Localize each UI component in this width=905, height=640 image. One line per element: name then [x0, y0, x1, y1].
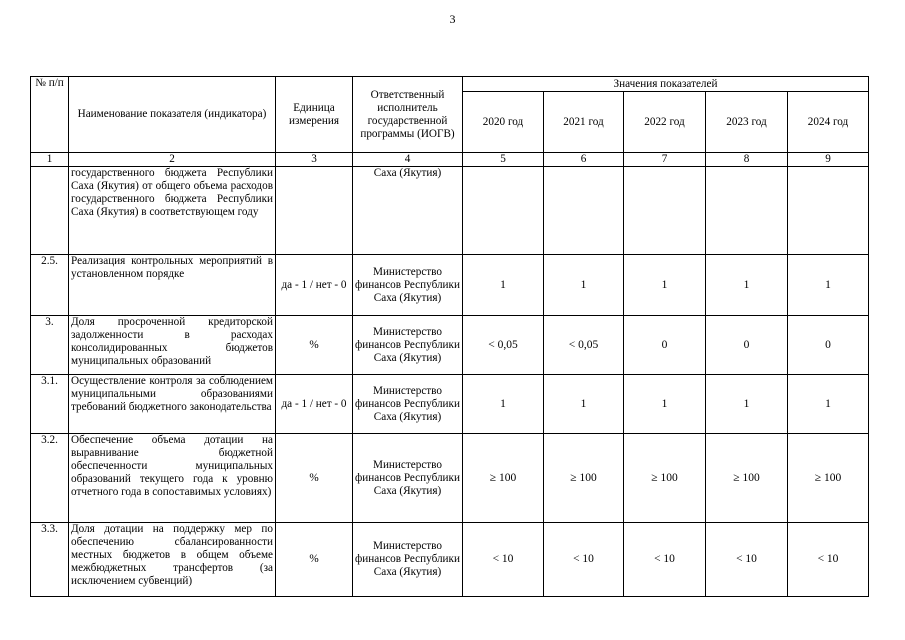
table-row	[31, 434, 869, 523]
row-value: 1	[624, 375, 706, 434]
header-unit: Единица измерения	[276, 77, 353, 153]
column-index: 6	[544, 153, 624, 167]
row-indicator-name: Обеспечение объема дотации на выравнивание бюджетной обеспеченности муниципальных образований текущего года к уровню отчетного года в сопоставимых условиях)	[69, 434, 276, 523]
row-num: 3.3.	[31, 523, 69, 597]
row-unit: да - 1 / нет - 0	[276, 375, 353, 434]
row-value	[624, 167, 706, 255]
row-value: 1	[624, 255, 706, 316]
row-indicator-name: государственного бюджета Республики Саха (Якутия) от общего объема расходов государственного бюджета Республики Саха (Якутия) в соответствующем году	[69, 167, 276, 255]
header-year: 2024 год	[788, 92, 869, 153]
row-indicator-name: Осуществление контроля за соблюдением муниципальными образованиями требований бюджетного законодательства	[69, 375, 276, 434]
column-index-row	[31, 153, 869, 167]
row-value: < 0,05	[544, 316, 624, 375]
header-executor: Ответственный исполнитель государственной программы (ИОГВ)	[353, 77, 463, 153]
table-row	[31, 255, 869, 316]
row-num: 3.1.	[31, 375, 69, 434]
table-row	[31, 375, 869, 434]
header-values-group: Значения показателей	[463, 77, 869, 92]
row-executor: Министерство финансов Республики Саха (Якутия)	[353, 375, 463, 434]
row-num: 3.2.	[31, 434, 69, 523]
header-year: 2022 год	[624, 92, 706, 153]
row-value: < 10	[544, 523, 624, 597]
row-value: 0	[788, 316, 869, 375]
row-unit: %	[276, 523, 353, 597]
row-value: 1	[788, 255, 869, 316]
header-year: 2021 год	[544, 92, 624, 153]
row-value	[544, 167, 624, 255]
row-executor: Министерство финансов Республики Саха (Якутия)	[353, 523, 463, 597]
row-value: < 10	[788, 523, 869, 597]
row-value: 0	[706, 316, 788, 375]
row-executor: Саха (Якутия)	[353, 167, 463, 255]
row-value: 1	[463, 375, 544, 434]
row-value: < 10	[463, 523, 544, 597]
row-executor: Министерство финансов Республики Саха (Якутия)	[353, 434, 463, 523]
row-unit	[276, 167, 353, 255]
row-num: 3.	[31, 316, 69, 375]
header-year: 2023 год	[706, 92, 788, 153]
row-value: < 0,05	[463, 316, 544, 375]
row-indicator-name: Доля просроченной кредиторской задолженности в расходах консолидированных бюджетов муниципальных образований	[69, 316, 276, 375]
row-value: 1	[544, 255, 624, 316]
row-unit: да - 1 / нет - 0	[276, 255, 353, 316]
column-index: 2	[69, 153, 276, 167]
row-value: 0	[624, 316, 706, 375]
row-num	[31, 167, 69, 255]
row-executor: Министерство финансов Республики Саха (Якутия)	[353, 316, 463, 375]
row-value: 1	[788, 375, 869, 434]
column-index: 8	[706, 153, 788, 167]
page-number: 3	[449, 12, 456, 26]
column-index: 1	[31, 153, 69, 167]
table-row	[31, 523, 869, 597]
row-indicator-name: Реализация контрольных мероприятий в установленном порядке	[69, 255, 276, 316]
row-value: ≥ 100	[788, 434, 869, 523]
table-row	[31, 167, 869, 255]
column-index: 3	[276, 153, 353, 167]
row-num: 2.5.	[31, 255, 69, 316]
row-value	[788, 167, 869, 255]
column-index: 7	[624, 153, 706, 167]
row-unit: %	[276, 316, 353, 375]
row-value: ≥ 100	[463, 434, 544, 523]
table-row	[31, 316, 869, 375]
row-value: ≥ 100	[624, 434, 706, 523]
column-index: 5	[463, 153, 544, 167]
row-unit: %	[276, 434, 353, 523]
row-value: ≥ 100	[706, 434, 788, 523]
row-value: 1	[544, 375, 624, 434]
column-index: 4	[353, 153, 463, 167]
row-value: 1	[706, 255, 788, 316]
row-value: 1	[706, 375, 788, 434]
row-value	[463, 167, 544, 255]
row-value: ≥ 100	[544, 434, 624, 523]
header-year: 2020 год	[463, 92, 544, 153]
row-indicator-name: Доля дотации на поддержку мер по обеспечению сбалансированности местных бюджетов в общем объеме межбюджетных трансфертов (за исключением субвенций)	[69, 523, 276, 597]
row-value	[706, 167, 788, 255]
header-name: Наименование показателя (индикатора)	[69, 77, 276, 153]
indicators-table	[30, 76, 869, 597]
row-value: < 10	[706, 523, 788, 597]
row-executor: Министерство финансов Республики Саха (Якутия)	[353, 255, 463, 316]
header-num: № п/п	[31, 77, 69, 153]
row-value: 1	[463, 255, 544, 316]
column-index: 9	[788, 153, 869, 167]
row-value: < 10	[624, 523, 706, 597]
